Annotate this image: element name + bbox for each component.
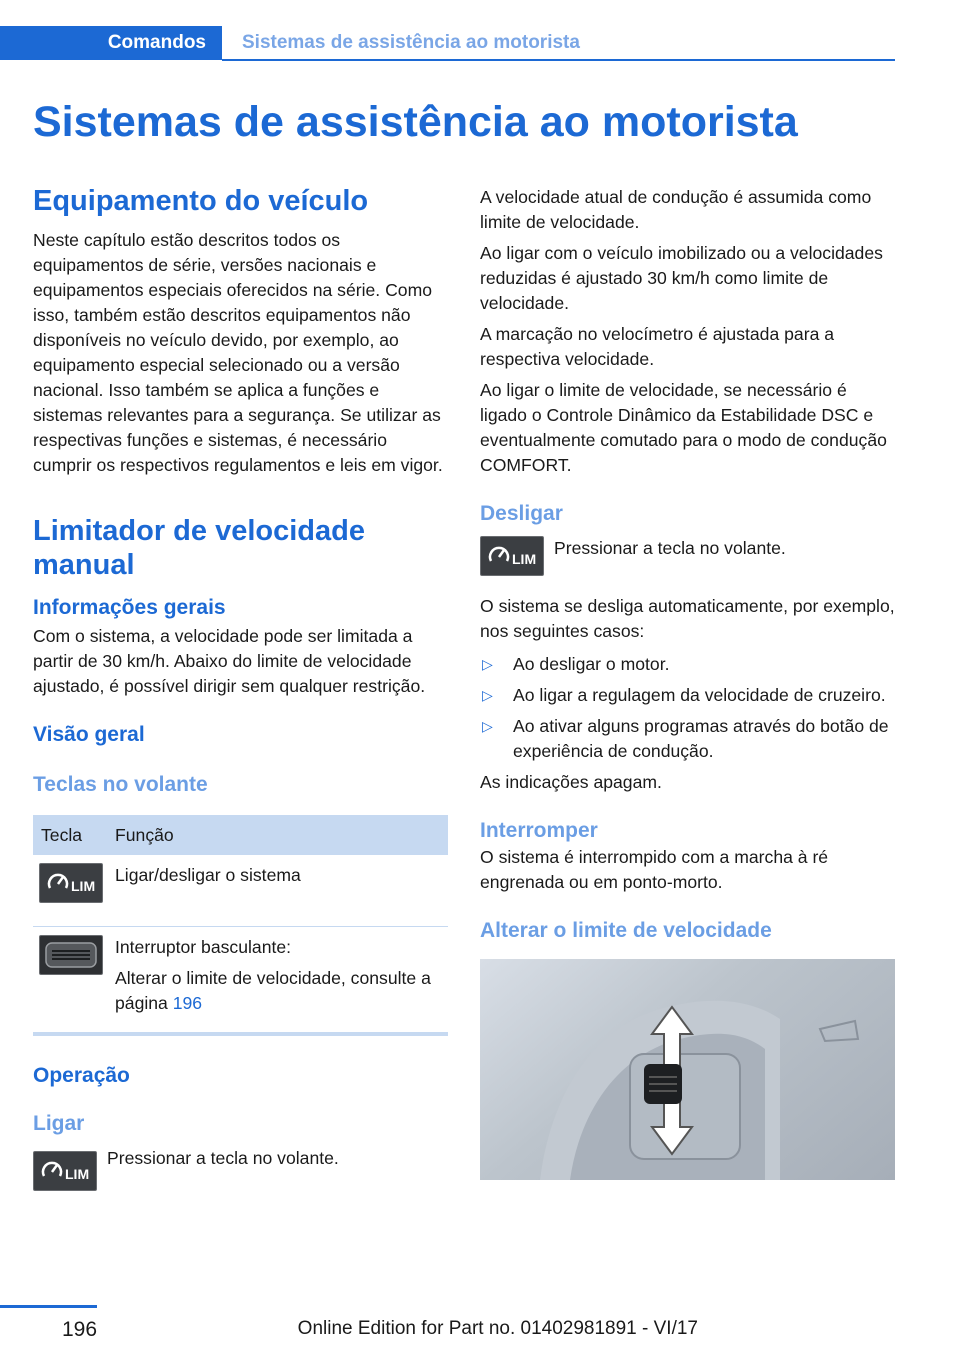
auto-off-intro: O sistema se desliga automaticamente, por exemplo, nos seguintes casos: [480,596,895,641]
row1-function: Ligar/desligar o sistema [107,855,448,927]
list-item: ▷ Ao ativar alguns programas através do botão de experiência de condução. [482,716,889,761]
table-row [33,927,448,1035]
paragraph: A marcação no velocímetro é ajustada para a respectiva velocidade. [480,324,835,369]
indications-off-text: As indicações apagam. [480,772,662,792]
bullet-icon: ▷ [482,687,493,703]
rocker-switch-icon [39,935,103,975]
left-column [33,182,448,1191]
list-item: ▷ Ao ligar a regulagem da velocidade de cruzeiro. [480,683,895,708]
right-column [480,185,895,1180]
bullet-icon: ▷ [482,718,493,734]
lim-key-label: LIM [65,1166,90,1182]
overview-heading: Visão geral [33,723,145,746]
vehicle-equipment-heading: Equipamento do veículo [33,185,369,217]
paragraph: Ao ligar o limite de velocidade, se necessário é ligado o Controle Dinâmico da Estabilidade DSC e eventualmente comutado para o modo de condução COMFORT. [480,380,887,475]
keys-table [33,815,448,1036]
paragraph: Ao ligar com o veículo imobilizado ou a velocidades reduzidas é ajustado 30 km/h como limite de velocidade. [480,243,883,313]
col-function-header: Função [107,815,448,855]
steering-wheel-photo [480,959,895,1180]
switch-off-heading: Desligar [480,502,563,525]
paragraph: A velocidade atual de condução é assumida como limite de velocidade. [480,187,872,232]
switch-on-heading: Ligar [33,1112,85,1135]
page-header [0,26,895,60]
page-number: 196 [62,1318,98,1341]
row2-function-line1: Interruptor basculante: [115,937,292,957]
page-title: Sistemas de assistência ao motorista [33,98,798,146]
edition-text: Online Edition for Part no. 01402981891 - VI/17 [297,1318,698,1339]
col-key-header: Tecla [33,815,107,855]
header-rule [222,59,895,61]
chapter-title[interactable]: Sistemas de assistência ao motorista [242,32,580,53]
list-item: ▷ Ao desligar o motor. [480,652,895,677]
general-info-text: Com o sistema, a velocidade pode ser limitada a partir de 30 km/h. Abaixo do limite de velocidade ajustado, é possível dirigir sem qualquer restrição. [33,626,426,696]
lim-key-label: LIM [71,878,96,894]
bullet-icon: ▷ [482,656,493,672]
switch-on-text: Pressionar a tecla no volante. [107,1148,339,1168]
interrupt-text: O sistema é interrompido com a marcha à ré engrenada ou em ponto-morto. [480,847,829,892]
switch-off-text: Pressionar a tecla no volante. [554,538,786,558]
auto-off-list [480,652,895,764]
table-row [33,855,448,927]
footer-rule [0,1305,97,1308]
section-tab[interactable]: Comandos [0,26,222,60]
lim-key-label: LIM [512,551,537,567]
interrupt-heading: Interromper [480,819,598,842]
general-info-heading: Informações gerais [33,596,226,619]
change-limit-heading: Alterar o limite de velocidade [480,919,772,942]
limiter-heading: Limitador de velocidade manual [33,515,365,581]
row2-function-line2: Alterar o limite de velocidade, consulte a página [115,968,431,1013]
page-ref-link[interactable]: 196 [172,993,203,1013]
operation-heading: Operação [33,1064,130,1087]
lim-key-icon [33,1151,97,1191]
lim-key-icon [480,536,544,576]
vehicle-equipment-text: Neste capítulo estão descritos todos os equipamentos de série, versões nacionais e equipamentos especiais oferecidos na série. Como isso, também estão descritos equipamentos não disponíveis no veículo devido, por exemplo, ao equipamento especial selecionado ou a versão nacional. Isso também se aplica a funções e sistemas relevantes para a segurança. Se utilizar as respectivas funções e sistemas, é necessário cumprir os respectivos regulamentos e leis em vigor. [33,230,443,475]
lim-key-icon [39,863,103,903]
steering-keys-heading: Teclas no volante [33,773,208,796]
